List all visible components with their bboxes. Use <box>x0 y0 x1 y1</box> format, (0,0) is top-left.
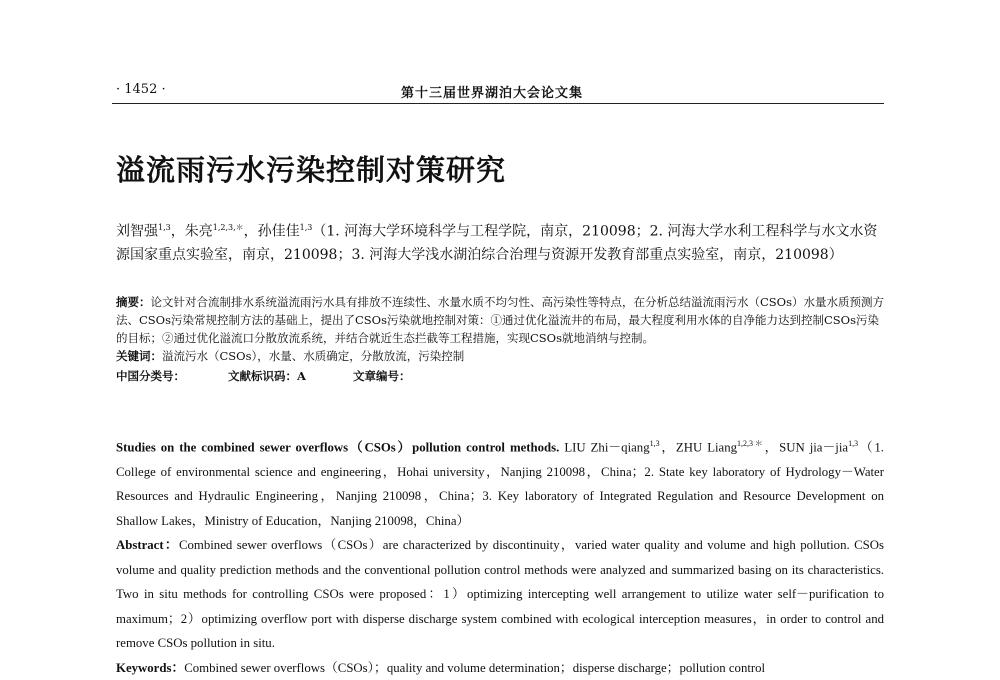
paper-title: 溢流雨污水污染控制对策研究 <box>116 153 507 187</box>
abstract-chinese <box>116 293 886 347</box>
clc-number: 中国分类号： <box>116 369 185 383</box>
author-2: ，朱亮 <box>170 223 213 240</box>
abstract-text-cn: 论文针对合流制排水系统溢流雨污水具有排放不连续性、水量水质不均匀性、高污染性等特点，在分析总结溢流雨污水（CSOs）水量水质预测方法、CSOs污染常规控制方法的基础上，提出了CSOs污染就地控制对策：①通过优化溢流井的布局，最大程度利用水体的自净能力达到控制CSOs污染的目标；②通过优化溢流口分散放流系统，并结合就近生态拦截等工程措施，实现CSOs就地消纳与控制。 <box>116 295 884 345</box>
keywords-label-cn: 关键词： <box>116 349 162 363</box>
journal-name: 第十三届世界湖泊大会论文集 <box>401 86 584 101</box>
english-author-1: LIU Zhi－qiang <box>559 440 650 455</box>
english-title: Studies on the combined sewer overflows（CSOs）pollution control methods. <box>116 440 560 455</box>
chinese-abstract-block <box>116 293 886 385</box>
english-author-3-sup: 1,3 <box>848 439 859 448</box>
author-1: 刘智强 <box>116 223 158 240</box>
page-number: · 1452 · <box>116 82 166 97</box>
classification-row <box>116 367 886 385</box>
english-author-3: ，SUN jia－jia <box>764 440 849 455</box>
english-affiliations: （1. College of environmental science and engineering，Hohai university，Nanjing 210098，China；2. State key laboratory of Hydrology－Water Resources and Hydraulic Engineering，Nanjing 210098，China；3. Key laboratory of Integrated Regulation and Resource Development on Shallow Lakes，Ministry of Education，Nanjing 210098，China） <box>116 440 884 528</box>
author-3-sup: 1,3 <box>299 223 313 232</box>
affiliations-chinese: （1. 河海大学环境科学与工程学院，南京，210098；2. 河海大学水利工程科学与水文水资源国家重点实验室，南京，210098；3. 河海大学浅水湖泊综合治理与资源开发教育部重点实验室，南京，210098） <box>116 223 878 263</box>
english-author-2: ，ZHU Liang <box>659 440 738 455</box>
keywords-label-en: Keywords： <box>116 660 185 675</box>
document-code: 文献标识码：A <box>228 369 306 383</box>
author-2-sup: 1,2,3,＊ <box>212 223 244 232</box>
abstract-label-cn: 摘要： <box>116 295 151 309</box>
authors-chinese <box>116 216 886 267</box>
english-abstract <box>116 533 884 656</box>
article-number: 文章编号： <box>353 369 411 383</box>
keywords-text-en: Combined sewer overflows（CSOs）；quality and volume determination；disperse discharge；pollution control <box>184 660 766 675</box>
abstract-text-en: Combined sewer overflows（CSOs）are characterized by discontinuity，varied water quality and volume and high pollution. CSOs volume and quality prediction methods and the conventional pollution control methods were analyzed and summarized basing on its characteristics. Two in situ methods for controlling CSOs were proposed：1）optimizing intercepting well arrangement to utilize water self－purification to maximum；2）optimizing overflow port with disperse discharge system combined with ecological interception measures，in order to control and remove CSOs pollution in situ. <box>116 538 885 651</box>
page-header <box>116 82 886 102</box>
english-block <box>116 432 884 680</box>
keywords-chinese <box>116 347 886 365</box>
english-header <box>116 432 884 533</box>
author-1-sup: 1,3 <box>158 223 171 232</box>
keywords-text-cn: 溢流污水（CSOs），水量、水质确定，分散放流，污染控制 <box>162 349 465 363</box>
author-3: ，孙佳佳 <box>243 223 300 240</box>
english-keywords <box>116 656 884 680</box>
english-author-1-sup: 1,3 <box>649 439 660 448</box>
english-author-2-sup: 1,2,3＊ <box>737 439 765 448</box>
abstract-label-en: Abstract： <box>116 538 179 553</box>
header-rule <box>112 103 884 104</box>
